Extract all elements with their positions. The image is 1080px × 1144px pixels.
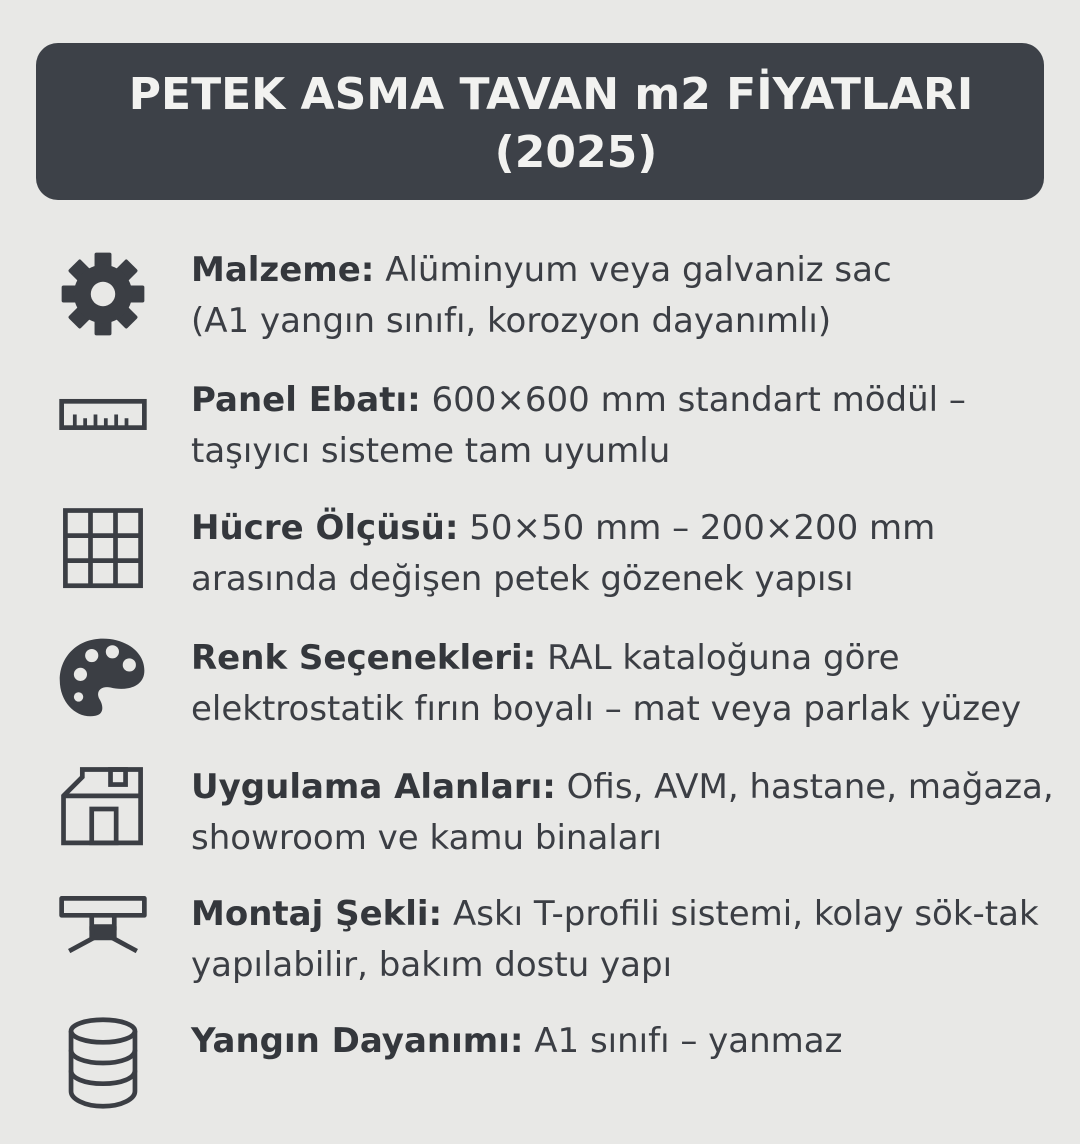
feature-text [191, 1016, 1061, 1067]
feature-label: Hücre Ölçüsü: [191, 508, 459, 548]
feature-desc-line2: showroom ve kamu binaları [191, 818, 663, 858]
gear-icon [56, 247, 150, 341]
feature-desc-line2: arasında değişen petek gözenek yapısı [191, 559, 854, 599]
feature-label: Panel Ebatı: [191, 380, 421, 420]
page-subtitle-year: (2025) [494, 127, 658, 178]
feature-item-hucre-olcusu [0, 503, 1080, 631]
feature-desc-line1: 600×600 mm standart mödül – [431, 380, 966, 420]
feature-item-montaj-sekli [0, 889, 1080, 1017]
feature-desc-line1: Askı T-profili sistemi, kolay sök-tak [452, 894, 1039, 934]
feature-item-panel-ebati [0, 375, 1080, 503]
database-icon [56, 1016, 150, 1110]
feature-desc-line1: RAL kataloğuna göre [547, 638, 900, 678]
feature-item-yangin-dayanimi [0, 1016, 1080, 1144]
feature-desc-line1: Alüminyum veya galvaniz sac [385, 250, 892, 290]
feature-text [191, 375, 1061, 477]
grid-icon [56, 503, 150, 597]
feature-desc-line2: elektrostatik fırın boyalı – mat veya parlak yüzey [191, 689, 1022, 729]
feature-desc-line2: yapılabilir, bakım dostu yapı [191, 945, 673, 985]
page-title: PETEK ASMA TAVAN m2 FİYATLARI [128, 69, 974, 120]
feature-label: Yangın Dayanımı: [191, 1021, 524, 1061]
feature-desc-line2: (A1 yangın sınıfı, korozyon dayanımlı) [191, 301, 832, 341]
feature-item-malzeme [0, 245, 1080, 373]
feature-label: Renk Seçenekleri: [191, 638, 537, 678]
feature-text [191, 245, 1061, 347]
feature-desc-line2: taşıyıcı sisteme tam uyumlu [191, 431, 671, 471]
feature-item-uygulama-alanlari [0, 762, 1080, 890]
feature-desc-line1: 50×50 mm – 200×200 mm [469, 508, 936, 548]
ruler-icon [56, 375, 150, 469]
feature-text [191, 762, 1061, 864]
title-banner [36, 43, 1044, 200]
feature-item-renk-secenekleri [0, 633, 1080, 761]
feature-text [191, 889, 1061, 991]
building-icon [56, 762, 150, 856]
feature-desc-line1: A1 sınıfı – yanmaz [534, 1021, 843, 1061]
feature-desc-line1: Ofis, AVM, hastane, mağaza, [566, 767, 1054, 807]
hanger-icon [56, 889, 150, 983]
feature-label: Malzeme: [191, 250, 375, 290]
feature-label: Montaj Şekli: [191, 894, 443, 934]
feature-label: Uygulama Alanları: [191, 767, 556, 807]
palette-icon [56, 633, 150, 727]
feature-text [191, 633, 1061, 735]
feature-text [191, 503, 1061, 605]
